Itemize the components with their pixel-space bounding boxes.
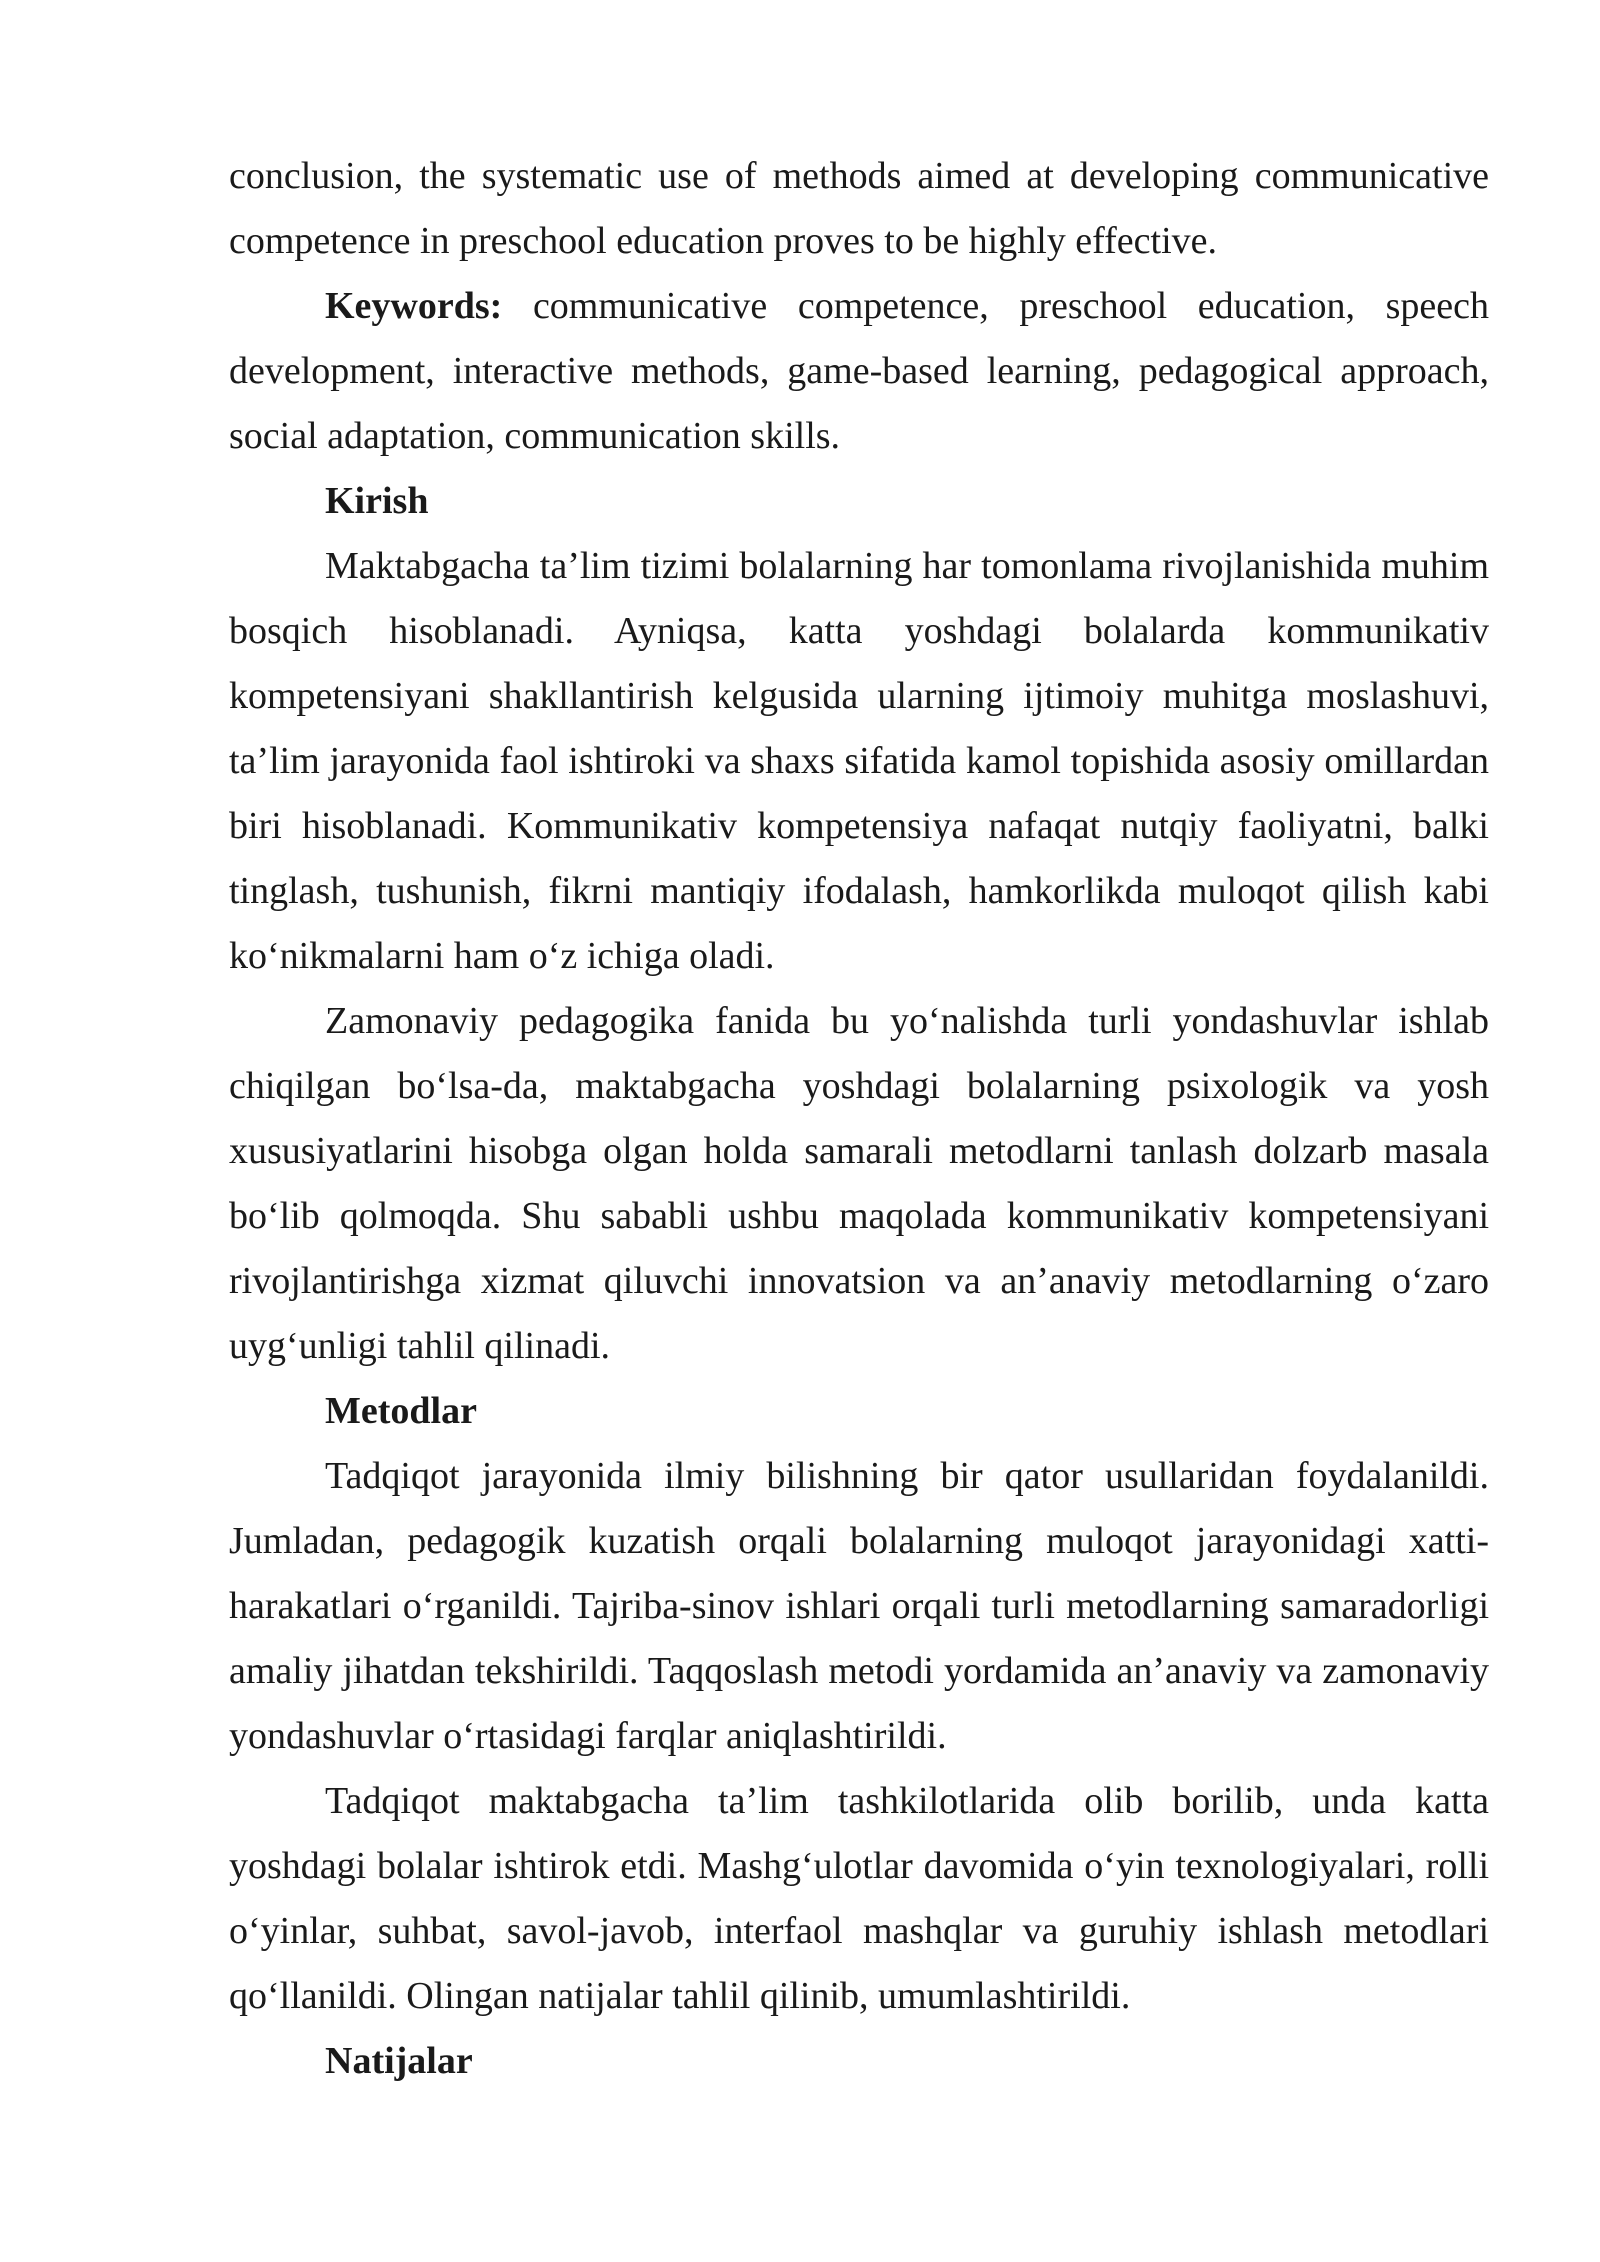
- metodlar-paragraph-1: Tadqiqot jarayonida ilmiy bilishning bir qator usullaridan foydalanildi. Jumladan, pedagogik kuzatish orqali bolalarning muloqot jarayonidagi xatti-harakatlari o‘rganildi. Tajriba-sinov ishlari orqali turli metodlarning samaradorligi amaliy jihatdan tekshirildi. Taqqoslash metodi yordamida an’anaviy va zamonaviy yondashuvlar o‘rtasidagi farqlar aniqlashtirildi.: [229, 1455, 1489, 1757]
- metodlar-paragraph-2: Tadqiqot maktabgacha ta’lim tashkilotlarida olib borilib, unda katta yoshdagi bolalar ishtirok etdi. Mashg‘ulotlar davomida o‘yin texnologiyalari, rolli o‘yinlar, suhbat, savol-javob, interfaol mashqlar va guruhiy ishlash metodlari qo‘llanildi. Olingan natijalar tahlil qilinib, umumlashtirildi.: [229, 1780, 1489, 2017]
- kirish-paragraph-1: Maktabgacha ta’lim tizimi bolalarning har tomonlama rivojlanishida muhim bosqich hisoblanadi. Ayniqsa, katta yoshdagi bolalarda kommunikativ kompetensiyani shakllantirish kelgusida ularning ijtimoiy muhitga moslashuvi, ta’lim jarayonida faol ishtiroki va shaxs sifatida kamol topishida asosiy omillardan biri hisoblanadi. Kommunikativ kompetensiya nafaqat nutqiy faoliyatni, balki tinglash, tushunish, fikrni mantiqiy ifodalash, hamkorlikda muloqot qilish kabi ko‘nikmalarni ham o‘z ichiga oladi.: [229, 545, 1489, 977]
- abstract-paragraph-end: conclusion, the systematic use of methods aimed at developing communicative competence in preschool education proves to be highly effective.: [229, 155, 1489, 262]
- keywords-text: communicative competence, preschool education, speech development, interactive methods, game-based learning, pedagogical approach, social adaptation, communication skills.: [229, 285, 1489, 457]
- heading-natijalar: Natijalar: [325, 2040, 473, 2082]
- keywords-paragraph: [229, 274, 1489, 469]
- kirish-paragraph-2: Zamonaviy pedagogika fanida bu yo‘nalishda turli yondashuvlar ishlab chiqilgan bo‘lsa-da, maktabgacha yoshdagi bolalarning psixologik va yosh xususiyatlarini hisobga olgan holda samarali metodlarni tanlash dolzarb masala bo‘lib qolmoqda. Shu sababli ushbu maqolada kommunikativ kompetensiyani rivojlantirishga xizmat qiluvchi innovatsion va an’anaviy metodlarning o‘zaro uyg‘unligi tahlil qilinadi.: [229, 1000, 1489, 1367]
- keywords-label: Keywords:: [325, 285, 503, 327]
- heading-metodlar: Metodlar: [325, 1390, 477, 1432]
- page-content: [229, 144, 1489, 2094]
- heading-kirish: Kirish: [325, 480, 429, 522]
